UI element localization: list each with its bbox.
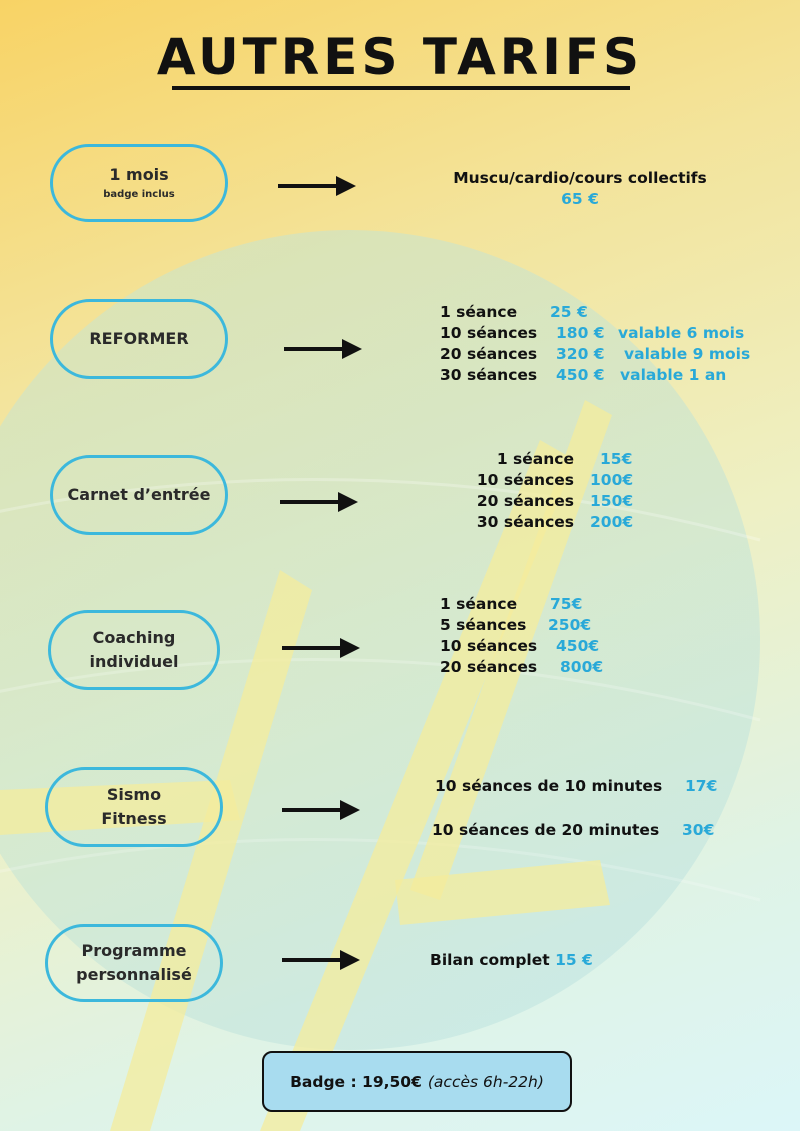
price-row [440,657,640,678]
price-list-reformer [440,302,780,386]
price-note: valable 1 an [620,366,727,384]
pill-carnet-entree [50,455,228,535]
pill-reformer [50,299,228,379]
price-label: 30 séances [440,366,538,384]
pill-label: Coaching [92,628,176,647]
price-row [440,302,780,323]
pill-1-mois [50,144,228,222]
price-row [444,491,644,512]
price-list-1-mois [430,168,730,210]
price-label: 10 séances [440,637,538,655]
pill-programme-personnalise [45,924,223,1002]
arrow-right-icon [282,948,360,972]
price-value: 450€ [556,637,600,655]
price-label: 10 séances [440,324,538,342]
price-label: 20 séances [440,658,538,676]
price-value: 800€ [560,658,604,676]
price-row [440,594,640,615]
price-label: 1 séance [496,450,574,468]
price-value: 320 € [556,345,605,363]
arrow-right-icon [284,337,362,361]
price-note: valable 9 mois [624,345,751,363]
price-label: 20 séances [476,492,574,510]
arrow-right-icon [278,174,356,198]
price-row [440,636,640,657]
pill-label: personnalisé [76,965,192,984]
badge-hours: (accès 6h-22h) [427,1072,544,1091]
price-value: 200€ [590,513,634,531]
price-label: Bilan complet [430,951,550,969]
pill-label: individuel [89,652,179,671]
price-row [444,449,644,470]
price-row [444,470,644,491]
price-row [432,820,772,841]
pill-label: 1 mois [109,165,169,184]
price-note: valable 6 mois [618,324,745,342]
price-label: 10 séances de 10 minutes [435,777,663,795]
pill-label: Programme [81,941,187,960]
page-title: AUTRES TARIFS [156,28,644,86]
price-row [440,323,780,344]
price-value: 250€ [548,616,592,634]
pill-label: Sismo [106,785,162,804]
price-value: 30€ [682,821,715,839]
price-label: 1 séance [440,595,518,613]
price-label: 20 séances [440,345,538,363]
pill-sublabel: badge inclus [103,189,175,200]
price-value: 65 € [561,190,599,208]
price-row [444,512,644,533]
price-row [432,776,772,797]
badge-info-box [262,1051,572,1112]
price-value: 75€ [550,595,583,613]
price-value: 180 € [556,324,605,342]
price-value: 25 € [550,303,588,321]
price-value: 17€ [685,777,718,795]
price-label: 10 séances de 20 minutes [432,821,660,839]
price-row [430,950,690,971]
price-row [440,365,780,386]
price-list-programme [430,950,690,971]
price-value: 450 € [556,366,605,384]
price-list-coaching [440,594,640,678]
price-label: 30 séances [476,513,574,531]
price-list-sismo [432,776,772,841]
price-label: Muscu/cardio/cours collectifs [453,169,707,187]
price-value: 15€ [600,450,633,468]
price-list-carnet [444,449,644,533]
price-value: 15 € [555,951,593,969]
arrow-right-icon [280,490,358,514]
price-label: 1 séance [440,303,518,321]
price-row [440,344,780,365]
price-label: 10 séances [476,471,574,489]
badge-price: Badge : 19,50€ [290,1072,422,1091]
pill-label: Fitness [101,809,167,828]
pill-label: REFORMER [89,329,189,348]
price-label: 5 séances [440,616,527,634]
pill-sismo-fitness [45,767,223,847]
title-underline [172,86,630,90]
arrow-right-icon [282,636,360,660]
price-value: 100€ [590,471,634,489]
price-row [440,615,640,636]
price-value: 150€ [590,492,634,510]
pill-coaching-individuel [48,610,220,690]
arrow-right-icon [282,798,360,822]
pill-label: Carnet d’entrée [67,485,211,504]
